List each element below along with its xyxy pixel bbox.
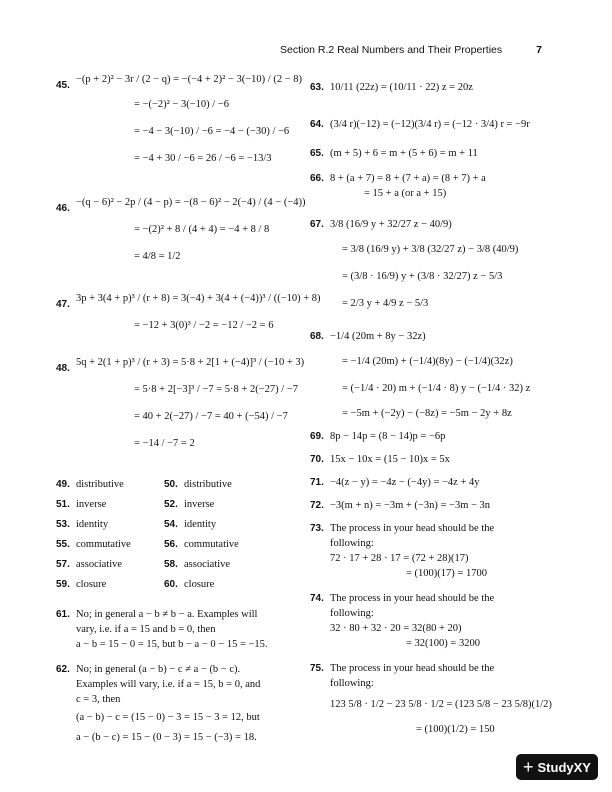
- answer-49: 49. distributive: [56, 479, 124, 490]
- problem-47: 47. 3p + 3(4 + p)³ / (r + 8) = 3(−4) + 3(4 + (−4))³ / ((−10) + 8) = −12 + 3(0)³ / −2 = −12 / −2 = 6: [56, 293, 321, 331]
- plus-icon: +: [523, 757, 534, 777]
- answer-59: 59. closure: [56, 579, 107, 590]
- problem-69: 69. 8p − 14p = (8 − 14)p = −6p: [310, 431, 446, 442]
- problem-75: 75. The process in your head should be the following: 123 5/8 · 1/2 − 23 5/8 · 1/2 = (123 5/8 − 23 5/8)(1/2) = (100)(1/2) = 150: [310, 663, 552, 735]
- studyxy-logo[interactable]: [516, 754, 598, 780]
- left-column: [56, 72, 321, 745]
- answer-52: 52. inverse: [164, 499, 215, 510]
- answer-60: 60. closure: [164, 579, 215, 590]
- answer-56: 56. commutative: [164, 539, 239, 550]
- problem-62: 62. No; in general (a − b) − c ≠ a − (b − c). Examples will vary, i.e. if a = 15, b = 0, and c = 3, then (a − b) − c = (15 − 0) − 3 = 15 − 3 = 12, but a − (b − c) = 15 − (0 − 3) = 15 − (−3) = 18.: [56, 664, 261, 743]
- problem-68: 68. −1/4 (20m + 8y − 32z) = −1/4 (20m) + (−1/4)(8y) − (−1/4)(32z) = (−1/4 · 20) m + (−1/4 · 8) y − (−1/4 · 32) z = −5m + (−2y) − (−8z) = −5m − 2y + 8z: [310, 331, 531, 419]
- section-title: Section R.2 Real Numbers and Their Properties: [279, 44, 503, 56]
- problem-72: 72. −3(m + n) = −3m + (−3n) = −3m − 3n: [310, 500, 491, 511]
- problem-71: 71. −4(z − y) = −4z − (−4y) = −4z + 4y: [310, 477, 480, 488]
- page-number: 7: [536, 44, 542, 56]
- problem-73: 73. The process in your head should be the following: 72 · 17 + 28 · 17 = (72 + 28)(17) = (100)(17) = 1700: [310, 523, 495, 579]
- answer-54: 54. identity: [164, 519, 217, 530]
- answer-55: 55. commutative: [56, 539, 131, 550]
- problem-66: 66. 8 + (a + 7) = 8 + (7 + a) = (8 + 7) + a = 15 + a (or a + 15): [310, 173, 486, 199]
- problem-46: 46. −(q − 6)² − 2p / (4 − p) = −(8 − 6)² − 2(−4) / (4 − (−4)) = −(2)² + 8 / (4 + 4) = −4 + 8 / 8 = 4/8 = 1/2: [56, 197, 306, 262]
- problem-48: 48. 5q + 2(1 + p)³ / (r + 3) = 5·8 + 2[1 + (−4)]³ / (−10 + 3) = 5·8 + 2[−3]³ / −7 = 5·8 + 2(−27) / −7 = 40 + 2(−27) / −7 = 40 + (−54) / −7 = −14 / −7 = 2: [56, 357, 305, 449]
- answer-pairs: [56, 477, 316, 597]
- problem-61: 61. No; in general a − b ≠ b − a. Examples will vary, i.e. if a = 15 and b = 0, then a − b = 15 − 0 = 15, but b − a − 0 − 15 = −15.: [56, 609, 268, 650]
- answer-50: 50. distributive: [164, 479, 232, 490]
- answer-51: 51. inverse: [56, 499, 107, 510]
- problem-74: 74. The process in your head should be the following: 32 · 80 + 32 · 20 = 32(80 + 20) = 32(100) = 3200: [310, 593, 495, 649]
- problem-64: 64. (3/4 r)(−12) = (−12)(3/4 r) = (−12 · 3/4) r = −9r: [310, 119, 530, 130]
- problem-70: 70. 15x − 10x = (15 − 10)x = 5x: [310, 454, 450, 465]
- page-header: [280, 44, 542, 56]
- problem-45: 45. −(p + 2)² − 3r / (2 − q) = −(−4 + 2)² − 3(−10) / (2 − 8) = −(−2)² − 3(−10) / −6 = −4 − 3(−10) / −6 = −4 − (−30) / −6 = −4 + 30 / −6 = 26 / −6 = −13/3: [56, 74, 302, 164]
- logo-text: StudyXY: [537, 759, 591, 775]
- problem-65: 65. (m + 5) + 6 = m + (5 + 6) = m + 11: [310, 148, 478, 159]
- problem-63: 63. 10/11 (22z) = (10/11 · 22) z = 20z: [310, 82, 473, 93]
- answer-57: 57. associative: [56, 559, 123, 570]
- answer-58: 58. associative: [164, 559, 231, 570]
- right-column: [310, 72, 570, 737]
- problem-67: 67. 3/8 (16/9 y + 32/27 z − 40/9) = 3/8 (16/9 y) + 3/8 (32/27 z) − 3/8 (40/9) = (3/8 · 16/9) y + (3/8 · 32/27) z − 5/3 = 2/3 y + 4/9 z − 5/3: [310, 219, 519, 309]
- answer-53: 53. identity: [56, 519, 109, 530]
